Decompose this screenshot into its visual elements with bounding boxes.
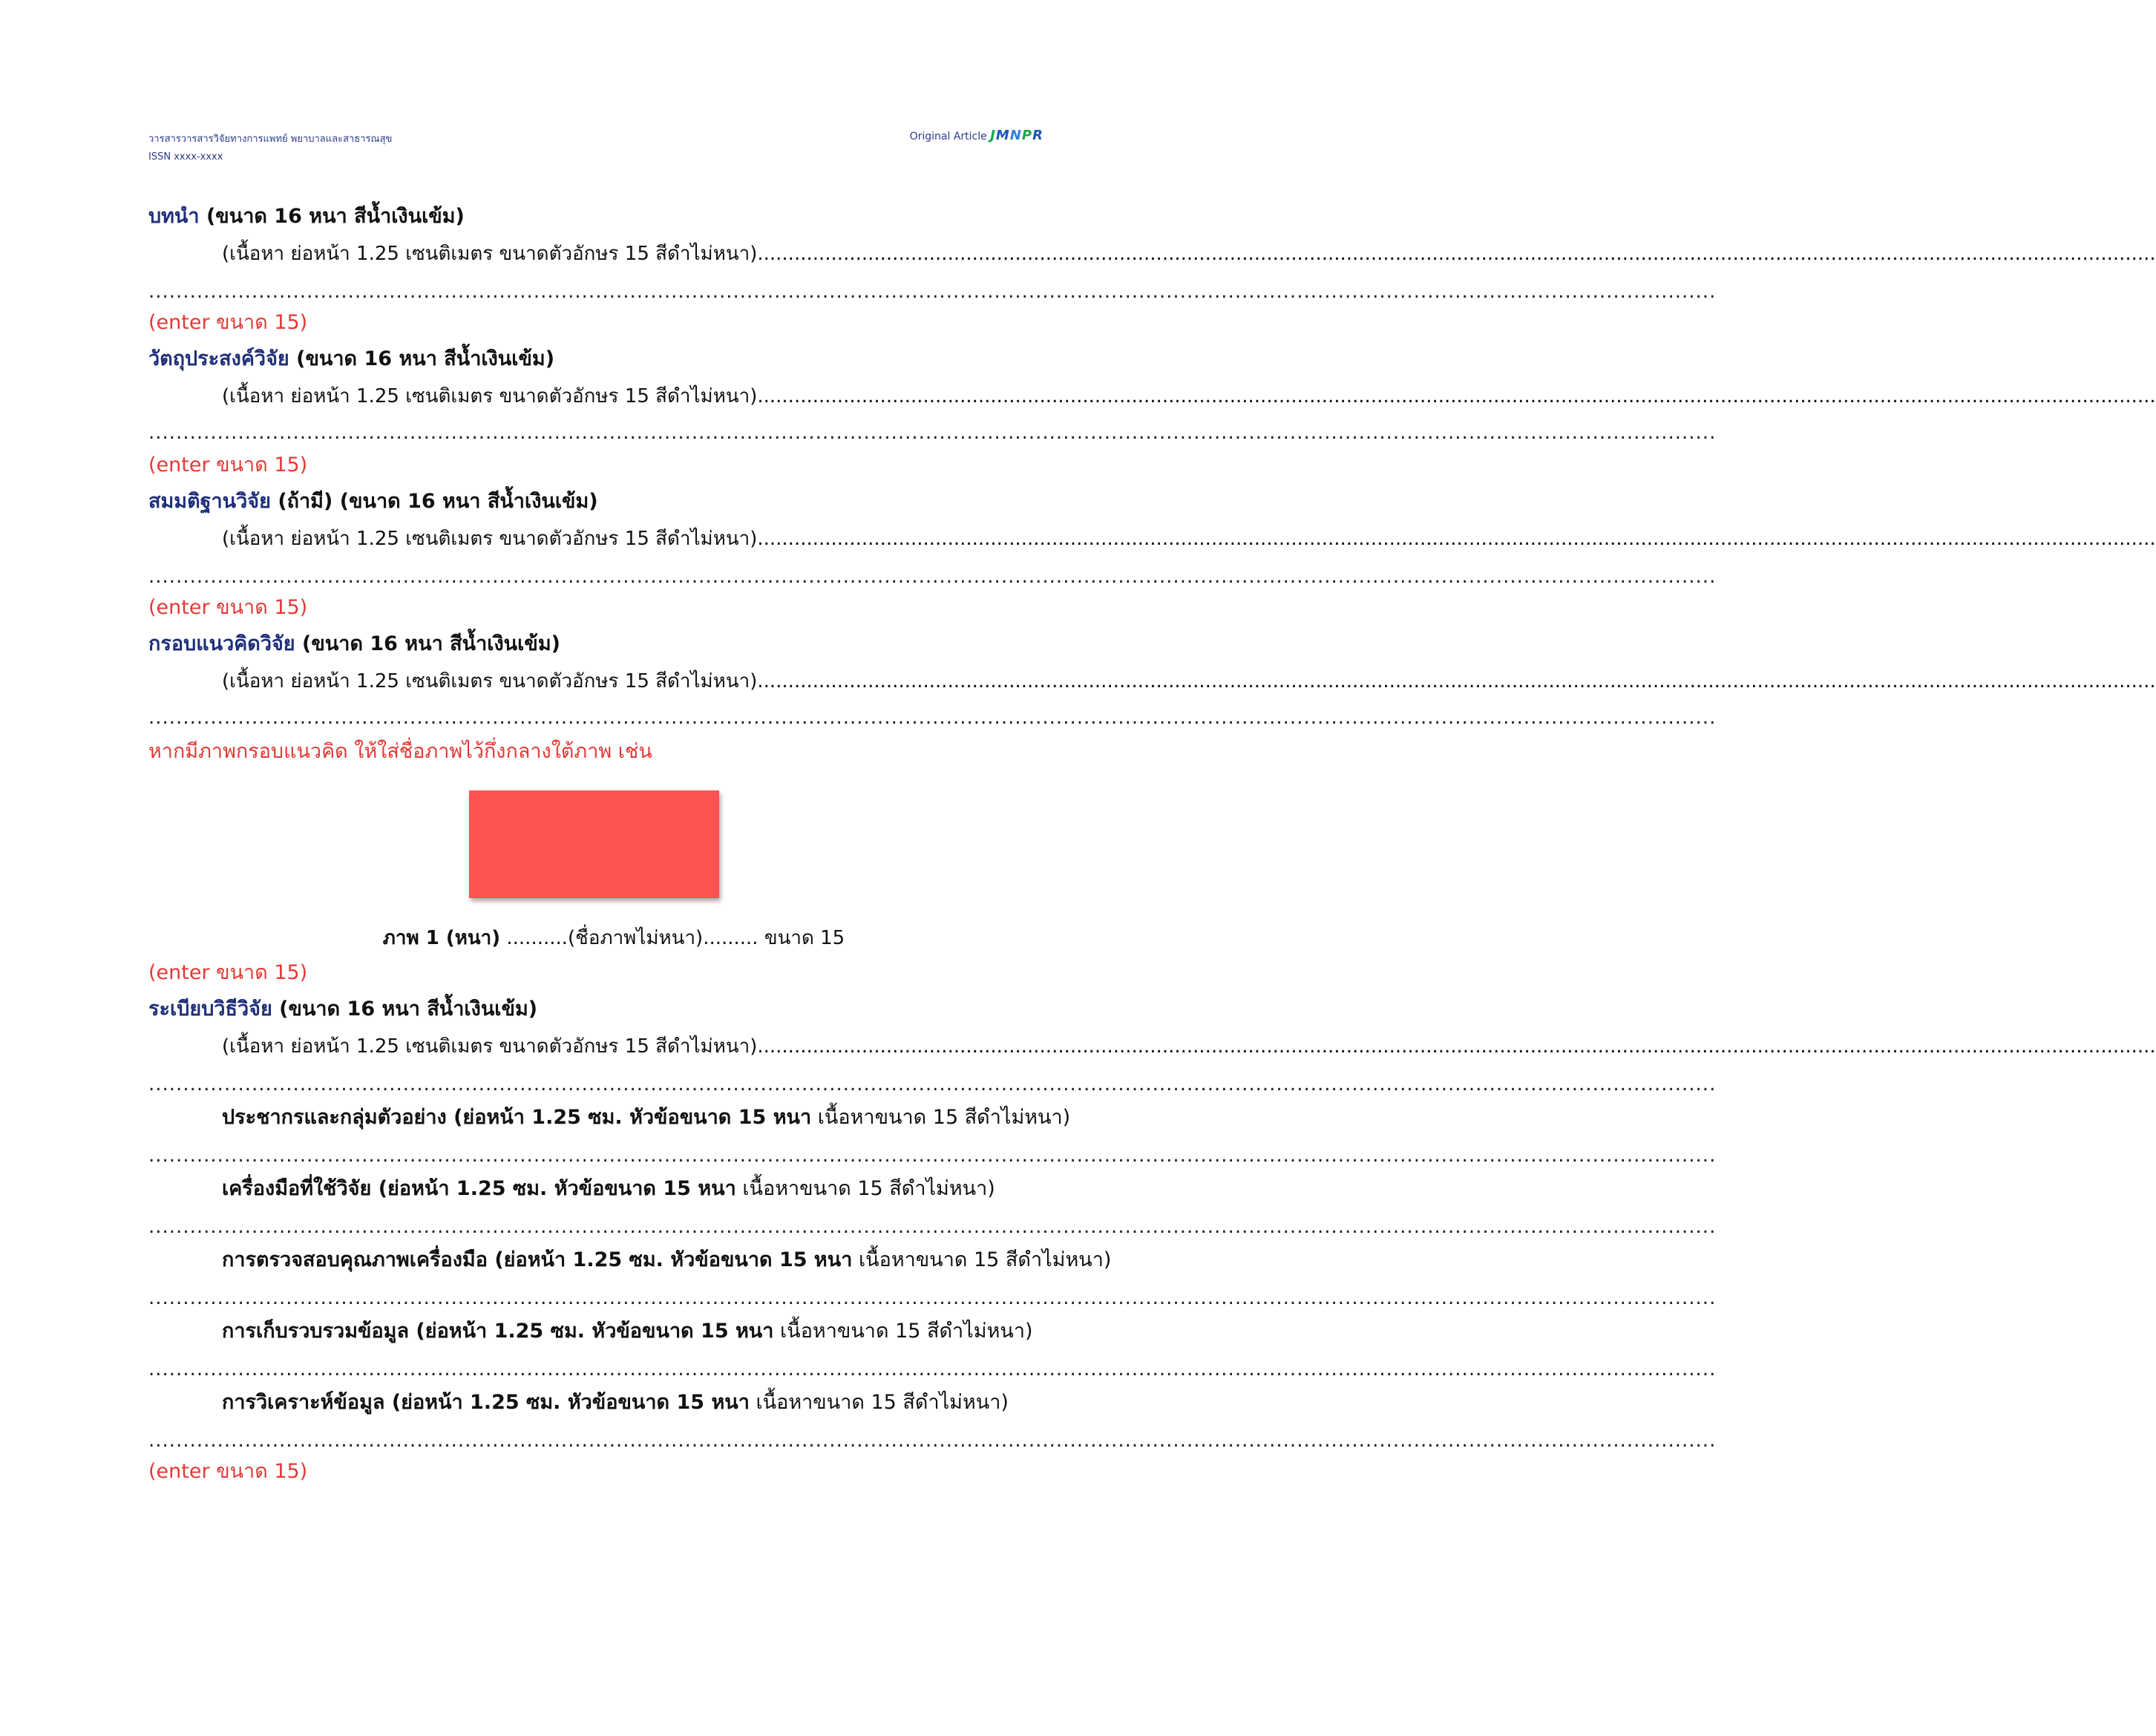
journal-title: วารสารวารสารวิจัยทางการแพทย์ พยาบาลและสาธารณสุข bbox=[148, 134, 393, 145]
content-line: (เนื้อหา ย่อหน้า 1.25 เซนติเมตร ขนาดตัวอักษร 15 สีดำไม่หนา).................................................................................................................................................................................................................................... bbox=[222, 385, 2156, 407]
issn-label: ISSN xxxx-xxxx bbox=[148, 151, 223, 163]
jmnpr-logo: JMNPR bbox=[990, 128, 1043, 143]
dotted-line: .................................................................................................................................................................................................................................... bbox=[148, 1073, 1717, 1095]
section-title: บทนำ bbox=[148, 205, 200, 228]
subsection-instrument-quality: การตรวจสอบคุณภาพเครื่องมือ (ย่อหน้า 1.25 ซม. หัวข้อขนาด 15 หนา เนื้อหาขนาด 15 สีดำไม่หนา) bbox=[222, 1248, 1112, 1271]
dotted-line: .................................................................................................................................................................................................................................... bbox=[148, 707, 1717, 729]
section-spec: (ขนาด 16 หนา สีน้ำเงินเข้ม) bbox=[272, 998, 538, 1021]
section-heading-objectives bbox=[148, 344, 554, 374]
section-heading-framework bbox=[148, 629, 560, 659]
content-line: (เนื้อหา ย่อหน้า 1.25 เซนติเมตร ขนาดตัวอักษร 15 สีดำไม่หนา).................................................................................................................................................................................................................................... bbox=[222, 243, 2156, 265]
dotted-line: .................................................................................................................................................................................................................................... bbox=[148, 1144, 1717, 1167]
section-title: สมมติฐานวิจัย bbox=[148, 490, 271, 513]
dotted-line: .................................................................................................................................................................................................................................... bbox=[148, 1429, 1717, 1452]
enter-note: (enter ขนาด 15) bbox=[148, 961, 308, 984]
section-title: กรอบแนวคิดวิจัย bbox=[148, 632, 295, 655]
section-spec: (ถ้ามี) (ขนาด 16 หนา สีน้ำเงินเข้ม) bbox=[270, 490, 598, 513]
section-spec: (ขนาด 16 หนา สีน้ำเงินเข้ม) bbox=[199, 205, 465, 228]
section-title: ระเบียบวิธีวิจัย bbox=[148, 998, 272, 1021]
dotted-line: .................................................................................................................................................................................................................................... bbox=[148, 566, 1717, 588]
subsection-instruments: เครื่องมือที่ใช้วิจัย (ย่อหน้า 1.25 ซม. หัวข้อขนาด 15 หนา เนื้อหาขนาด 15 สีดำไม่หนา) bbox=[222, 1177, 995, 1200]
dotted-line: .................................................................................................................................................................................................................................... bbox=[148, 422, 1717, 444]
section-spec: (ขนาด 16 หนา สีน้ำเงินเข้ม) bbox=[295, 632, 560, 655]
dotted-line: .................................................................................................................................................................................................................................... bbox=[148, 1216, 1717, 1238]
journal-header bbox=[148, 131, 392, 166]
section-heading-intro bbox=[148, 202, 465, 232]
figure-caption-text: ..........(ชื่อภาพไม่หนา)......... ขนาด 15 bbox=[500, 927, 845, 949]
dotted-line: .................................................................................................................................................................................................................................... bbox=[148, 1287, 1717, 1309]
enter-note: (enter ขนาด 15) bbox=[148, 311, 308, 334]
section-heading-methods bbox=[148, 995, 537, 1024]
article-type-header bbox=[910, 128, 1043, 143]
section-heading-hypothesis bbox=[148, 487, 598, 517]
subsection-data-analysis: การวิเคราะห์ข้อมูล (ย่อหน้า 1.25 ซม. หัวข้อขนาด 15 หนา เนื้อหาขนาด 15 สีดำไม่หนา) bbox=[222, 1391, 1009, 1414]
figure-caption-label: ภาพ 1 (หนา) bbox=[382, 927, 501, 949]
framework-figure-placeholder bbox=[469, 790, 719, 898]
content-line: (เนื้อหา ย่อหน้า 1.25 เซนติเมตร ขนาดตัวอักษร 15 สีดำไม่หนา).................................................................................................................................................................................................................................... bbox=[222, 670, 2156, 692]
enter-note: (enter ขนาด 15) bbox=[148, 1460, 308, 1483]
article-type-label: Original Article bbox=[909, 131, 987, 143]
framework-figure-note: หากมีภาพกรอบแนวคิด ให้ใส่ชื่อภาพไว้กึ่งกลางใต้ภาพ เช่น bbox=[148, 740, 652, 763]
section-title: วัตถุประสงค์วิจัย bbox=[148, 347, 289, 370]
enter-note: (enter ขนาด 15) bbox=[148, 596, 308, 619]
dotted-line: .................................................................................................................................................................................................................................... bbox=[148, 281, 1717, 303]
content-line: (เนื้อหา ย่อหน้า 1.25 เซนติเมตร ขนาดตัวอักษร 15 สีดำไม่หนา).................................................................................................................................................................................................................................... bbox=[222, 1035, 2156, 1058]
dotted-line: .................................................................................................................................................................................................................................... bbox=[148, 1358, 1717, 1380]
section-spec: (ขนาด 16 หนา สีน้ำเงินเข้ม) bbox=[289, 347, 555, 370]
content-line: (เนื้อหา ย่อหน้า 1.25 เซนติเมตร ขนาดตัวอักษร 15 สีดำไม่หนา).................................................................................................................................................................................................................................... bbox=[222, 528, 2156, 550]
subsection-population: ประชากรและกลุ่มตัวอย่าง (ย่อหน้า 1.25 ซม. หัวข้อขนาด 15 หนา เนื้อหาขนาด 15 สีดำไม่หนา) bbox=[222, 1106, 1071, 1129]
enter-note: (enter ขนาด 15) bbox=[148, 453, 308, 476]
figure-caption bbox=[0, 923, 1228, 953]
subsection-data-collection: การเก็บรวบรวมข้อมูล (ย่อหน้า 1.25 ซม. หัวข้อขนาด 15 หนา เนื้อหาขนาด 15 สีดำไม่หนา) bbox=[222, 1320, 1033, 1343]
